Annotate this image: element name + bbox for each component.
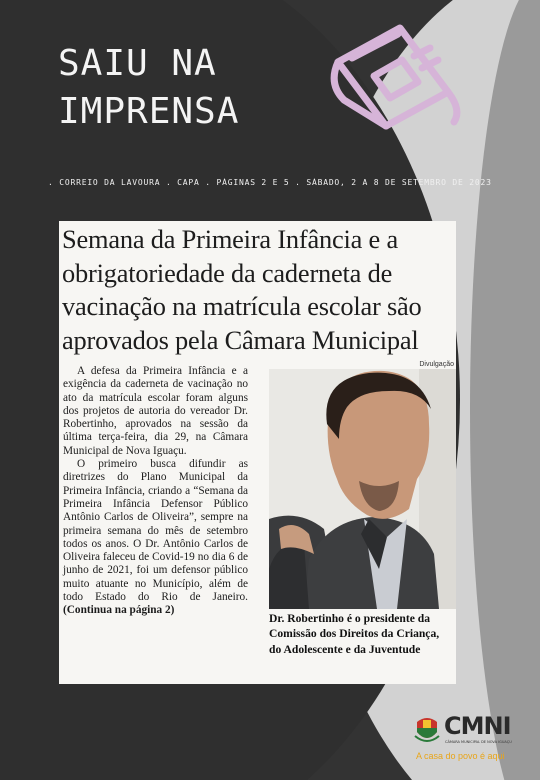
article-paragraph-1: A defesa da Primeira Infância e a exigência da caderneta de vacinação no ato da matrícula escolar foram alguns dos projetos de autoria do vereador Dr. Robertinho, aprovados na sessão da última terça-feira, dia 29, na Câmara Municipal de Nova Iguaçu. [63, 365, 248, 457]
article-paragraph-2-text: O primeiro busca difundir as diretrizes do Plano Municipal da Primeira Infância, criando a “Semana da Primeira Infância Defensor Público Antônio Carlos de Oliveira”, sempre na primeira semana do mês de setembro todos os anos. O Dr. Antônio Carlos de Oliveira faleceu de Covid-19 no dia 6 de junho de 2021, foi um defensor público muito atuante no Município, além de todo Estado do Rio de Janeiro. [63, 458, 248, 604]
crest-icon [414, 714, 440, 744]
article-photo [269, 369, 456, 609]
logo-wordmark: CMNI [444, 712, 511, 740]
logo-slogan: A casa do povo é aqui [416, 751, 505, 761]
page-title-line-2: IMPRENSA [58, 91, 240, 132]
cmni-logo [414, 710, 518, 766]
article-body [63, 365, 248, 618]
logo-subtitle: CÂMARA MUNICIPAL DE NOVA IGUAÇU [445, 740, 512, 744]
article-paragraph-2 [63, 458, 248, 618]
newspaper-icon [330, 14, 470, 134]
clipping-headline: Semana da Primeira Infância e a obrigatoriedade da caderneta de vacinação na matrícula escolar são aprovados pela Câmara Municipal [62, 224, 422, 355]
source-line: . CORREIO DA LAVOURA . CAPA . PÁGINAS 2 E 5 . SÁBADO, 2 A 8 DE SETEMBRO DE 2023 [48, 178, 492, 187]
photo-credit: Divulgação [419, 361, 454, 368]
continue-note: (Continua na página 2) [63, 604, 175, 617]
newspaper-clipping [59, 221, 456, 684]
page-title-line-1: SAIU NA [58, 43, 217, 84]
photo-caption: Dr. Robertinho é o presidente da Comissão dos Direitos da Criança, do Adolescente e da Juventude [269, 612, 440, 656]
page-title [58, 40, 239, 136]
